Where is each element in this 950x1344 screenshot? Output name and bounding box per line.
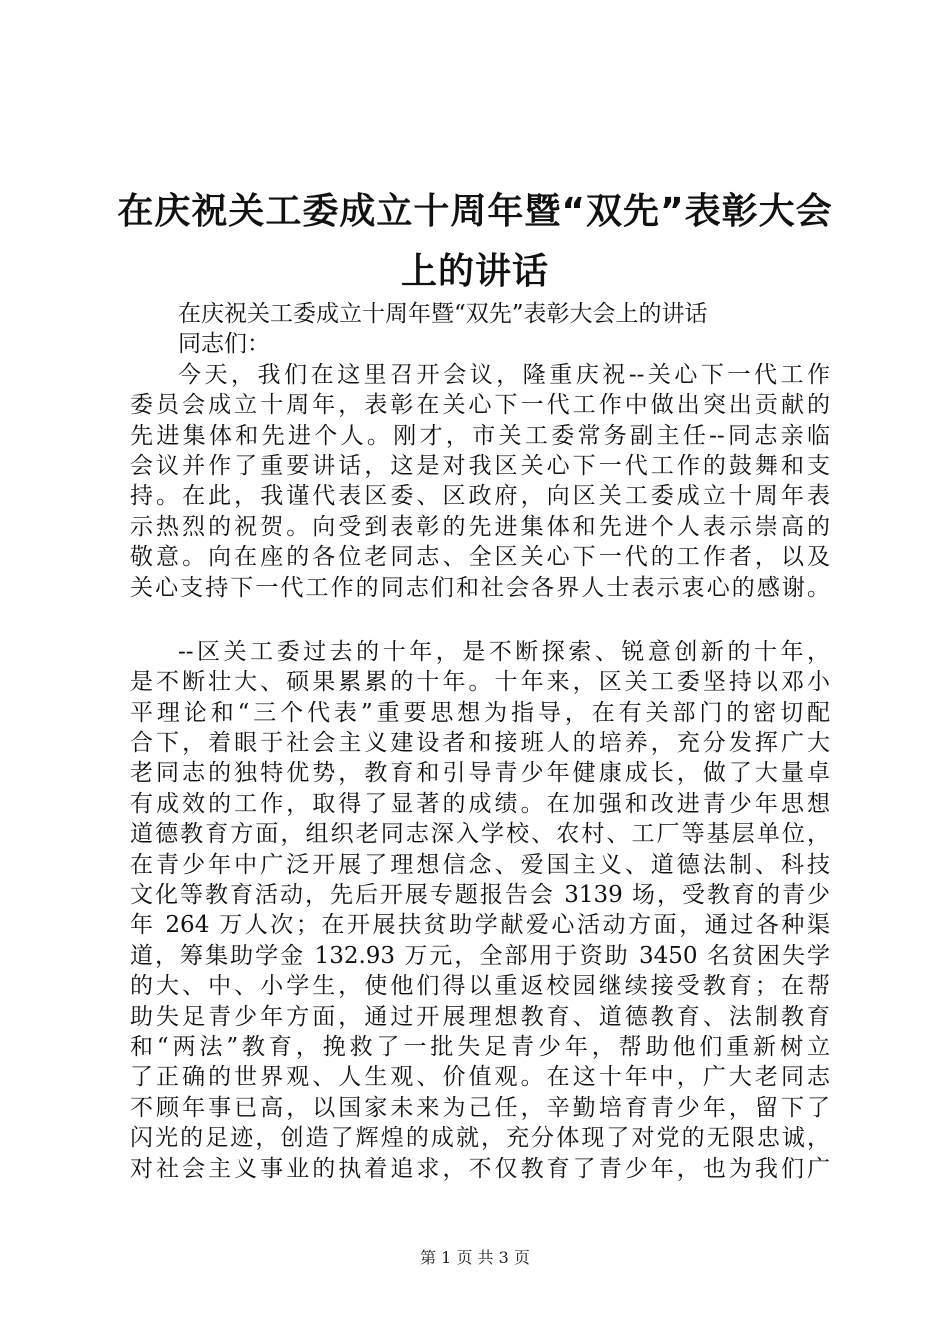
paragraph-line: 对社会主义事业的执着追求，不仅教育了青少年，也为我们广	[130, 1155, 830, 1182]
document-title-line-2: 上的讲话	[400, 251, 549, 292]
paragraph-line: 文化等教育活动，先后开展专题报告会 3139 场，受教育的青少	[130, 882, 830, 909]
paragraph-line: 敬意。向在座的各位老同志、全区关心下一代的工作者，以及	[130, 544, 830, 571]
paragraph-line: 年 264 万人次；在开展扶贫助学献爱心活动方面，通过各种渠	[130, 912, 830, 939]
paragraph-line: 持。在此，我谨代表区委、区政府，向区关工委成立十周年表	[130, 483, 830, 510]
paragraph-line: 老同志的独特优势，教育和引导青少年健康成长，做了大量卓	[130, 760, 830, 787]
paragraph-line: 在青少年中广泛开展了理想信念、爱国主义、道德法制、科技	[130, 851, 830, 878]
paragraph-line: 委员会成立十周年，表彰在关心下一代工作中做出突出贡献的	[130, 392, 830, 419]
paragraph-line: 助失足青少年方面，通过开展理想教育、道德教育、法制教育	[130, 1003, 830, 1030]
paragraph-line: 合下，着眼于社会主义建设者和接班人的培养，充分发挥广大	[130, 730, 830, 757]
paragraph-line: 在庆祝关工委成立十周年暨“双先”表彰大会上的讲话	[178, 301, 708, 327]
paragraph-line: 今天，我们在这里召开会议，隆重庆祝--关心下一代工作	[178, 361, 830, 388]
paragraph-line: 是不断壮大、硕果累累的十年。十年来，区关工委坚持以邓小	[130, 669, 830, 696]
paragraph-line: 会议并作了重要讲话，这是对我区关心下一代工作的鼓舞和支	[130, 452, 830, 479]
paragraph-line: 不顾年事已高，以国家未来为己任，辛勤培育青少年，留下了	[130, 1094, 830, 1121]
paragraph-line: 道德教育方面，组织老同志深入学校、农村、工厂等基层单位，	[130, 821, 830, 848]
paragraph-gap	[130, 603, 830, 637]
document-title-line-1: 在庆祝关工委成立十周年暨“双先”表彰大会	[117, 191, 833, 232]
paragraph-line: 同志们：	[178, 331, 270, 358]
paragraph-line: 先进集体和先进个人。刚才，市关工委常务副主任--同志亲临	[130, 422, 830, 449]
paragraph-line: 了正确的世界观、人生观、价值观。在这十年中，广大老同志	[130, 1064, 830, 1091]
paragraph-line: 关心支持下一代工作的同志们和社会各界人士表示衷心的感谢。	[130, 574, 830, 601]
paragraph-line: 的大、中、小学生，使他们得以重返校园继续接受教育；在帮	[130, 973, 830, 1000]
page-footer: 第 1 页 共 3 页	[420, 1248, 530, 1267]
paragraph-line: 示热烈的祝贺。向受到表彰的先进集体和先进个人表示崇高的	[130, 513, 830, 540]
paragraph-line: 平理论和“三个代表”重要思想为指导，在有关部门的密切配	[130, 699, 830, 726]
paragraph-line: 闪光的足迹，创造了辉煌的成就，充分体现了对党的无限忠诚，	[130, 1125, 830, 1152]
paragraph-line: 有成效的工作，取得了显著的成绩。在加强和改进青少年思想	[130, 790, 830, 817]
document-body	[130, 299, 830, 1184]
paragraph-line: --区关工委过去的十年，是不断探索、锐意创新的十年，	[178, 638, 830, 665]
paragraph-line: 和“两法”教育，挽救了一批失足青少年，帮助他们重新树立	[130, 1033, 830, 1060]
paragraph-line: 道，筹集助学金 132.93 万元，全部用于资助 3450 名贫困失学	[130, 942, 830, 969]
